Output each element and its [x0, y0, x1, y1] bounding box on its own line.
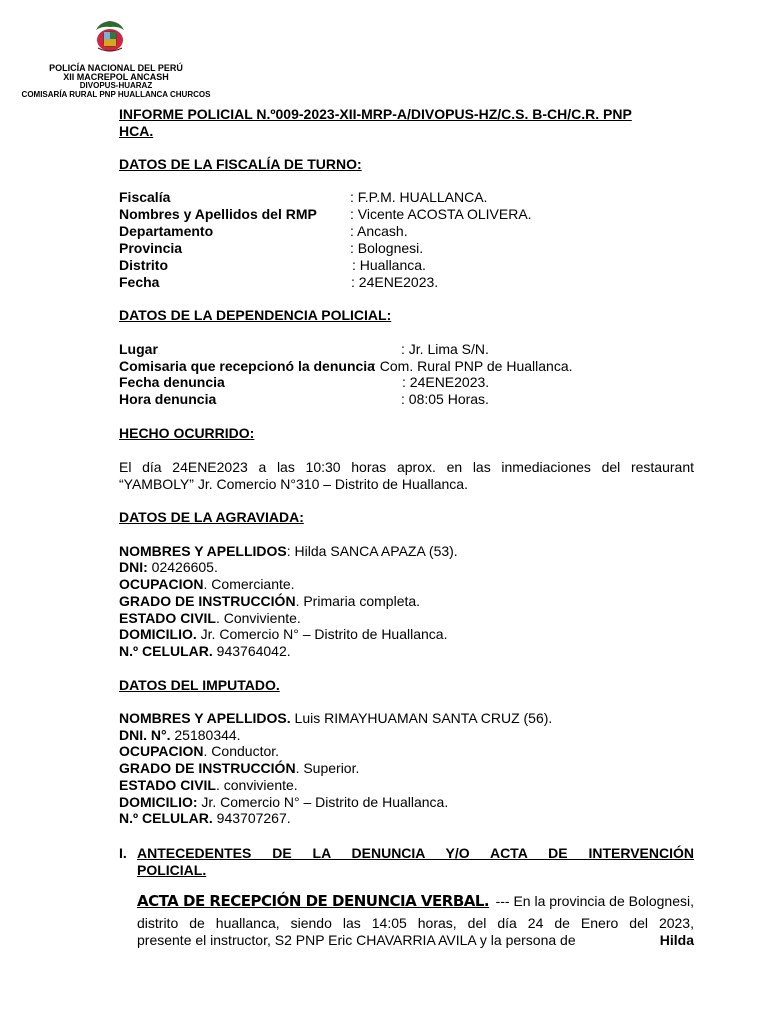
rmp-value: : Vicente ACOSTA OLIVERA.: [350, 206, 532, 222]
comisaria-label: Comisaria que recepcionó la denuncia: [119, 358, 375, 374]
distrito-label: Distrito: [119, 257, 168, 273]
section-heading-line2: POLICIAL.: [137, 862, 207, 878]
acta-line3: [137, 932, 694, 949]
agraviada-estado-civil: ESTADO CIVIL. Conviviente.: [119, 610, 301, 626]
agraviada-celular: N.º CELULAR. 943764042.: [119, 643, 291, 659]
hecho-line2: “YAMBOLY” Jr. Comercio N°310 – Distrito de Huallanca.: [119, 476, 468, 492]
imputado-heading: DATOS DEL IMPUTADO.: [119, 677, 280, 693]
acta-line3-bold: Hilda: [659, 932, 694, 948]
police-emblem: [90, 16, 130, 56]
agraviada-domicilio: DOMICILIO. Jr. Comercio N° – Distrito de Huallanca.: [119, 626, 448, 642]
imputado-ocupacion: OCUPACION. Conductor.: [119, 743, 280, 759]
provincia-value: : Bolognesi.: [350, 240, 424, 256]
fiscalia-label: Fiscalía: [119, 189, 171, 205]
fecha-value: : 24ENE2023.: [351, 274, 439, 290]
division: DIVOPUS-HUARAZ: [79, 81, 153, 90]
departamento-label: Departamento: [119, 223, 214, 239]
imputado-celular: N.º CELULAR. 943707267.: [119, 810, 291, 826]
lugar-label: Lugar: [119, 341, 158, 357]
acta-line1: [137, 893, 694, 910]
fecha-denuncia-value: : 24ENE2023.: [402, 374, 490, 390]
acta-line2: distrito de huallanca, siendo las 14:05 horas, del día 24 de Enero del 2023,: [137, 915, 694, 931]
dependencia-heading: DATOS DE LA DEPENDENCIA POLICIAL:: [119, 307, 392, 323]
fiscalia-heading: DATOS DE LA FISCALÍA DE TURNO:: [119, 156, 362, 172]
agraviada-dni: DNI: 02426605.: [119, 559, 218, 575]
agraviada-grado: GRADO DE INSTRUCCIÓN. Primaria completa.: [119, 593, 421, 609]
imputado-nombres: NOMBRES Y APELLIDOS. Luis RIMAYHUAMAN SANTA CRUZ (56).: [119, 710, 553, 726]
rmp-label: Nombres y Apellidos del RMP: [119, 206, 317, 222]
section-number: I.: [119, 845, 127, 861]
hecho-heading: HECHO OCURRIDO:: [119, 425, 255, 441]
peru-coat-of-arms-icon: [90, 16, 130, 56]
acta-line3-text: presente el instructor, S2 PNP Eric CHAVARRIA AVILA y la persona de: [137, 932, 576, 948]
hora-denuncia-label: Hora denuncia: [119, 391, 217, 407]
comisaria-value: : Com. Rural PNP de Huallanca.: [372, 358, 573, 374]
macro-region: XII MACREPOL ANCASH: [63, 72, 169, 82]
imputado-grado: GRADO DE INSTRUCCIÓN. Superior.: [119, 760, 360, 776]
fiscalia-value: : F.P.M. HUALLANCA.: [350, 189, 488, 205]
institution-name: POLICÍA NACIONAL DEL PERÚ: [49, 63, 183, 73]
imputado-estado-civil: ESTADO CIVIL. conviviente.: [119, 777, 298, 793]
lugar-value: : Jr. Lima S/N.: [401, 341, 489, 357]
imputado-dni: DNI. N°. 25180344.: [119, 727, 241, 743]
hora-denuncia-value: : 08:05 Horas.: [401, 391, 489, 407]
departamento-value: : Ancash.: [350, 223, 408, 239]
fecha-label: Fecha: [119, 274, 160, 290]
hecho-line1: El día 24ENE2023 a las 10:30 horas aprox. en las inmediaciones del restaurant: [119, 459, 694, 475]
agraviada-heading: DATOS DE LA AGRAVIADA:: [119, 509, 304, 525]
station-name: COMISARÍA RURAL PNP HUALLANCA CHURCOS: [21, 90, 211, 99]
fecha-denuncia-label: Fecha denuncia: [119, 374, 225, 390]
provincia-label: Provincia: [119, 240, 183, 256]
imputado-domicilio: DOMICILIO: Jr. Comercio N° – Distrito de Huallanca.: [119, 794, 449, 810]
report-title-line2: HCA.: [119, 123, 154, 139]
agraviada-nombres: NOMBRES Y APELLIDOS: Hilda SANCA APAZA (53).: [119, 543, 458, 559]
acta-line1-rest: --- En la provincia de Bolognesi,: [495, 893, 694, 909]
agraviada-ocupacion: OCUPACION. Comerciante.: [119, 576, 295, 592]
report-title-line1: INFORME POLICIAL N.º009-2023-XII-MRP-A/DIVOPUS-HZ/C.S. B-CH/C.R. PNP: [119, 106, 632, 122]
distrito-value: : Huallanca.: [352, 257, 426, 273]
section-heading-line1: ANTECEDENTES DE LA DENUNCIA Y/O ACTA DE INTERVENCIÓN: [137, 845, 694, 861]
acta-title: ACTA DE RECEPCIÓN DE DENUNCIA VERBAL.: [137, 892, 490, 910]
